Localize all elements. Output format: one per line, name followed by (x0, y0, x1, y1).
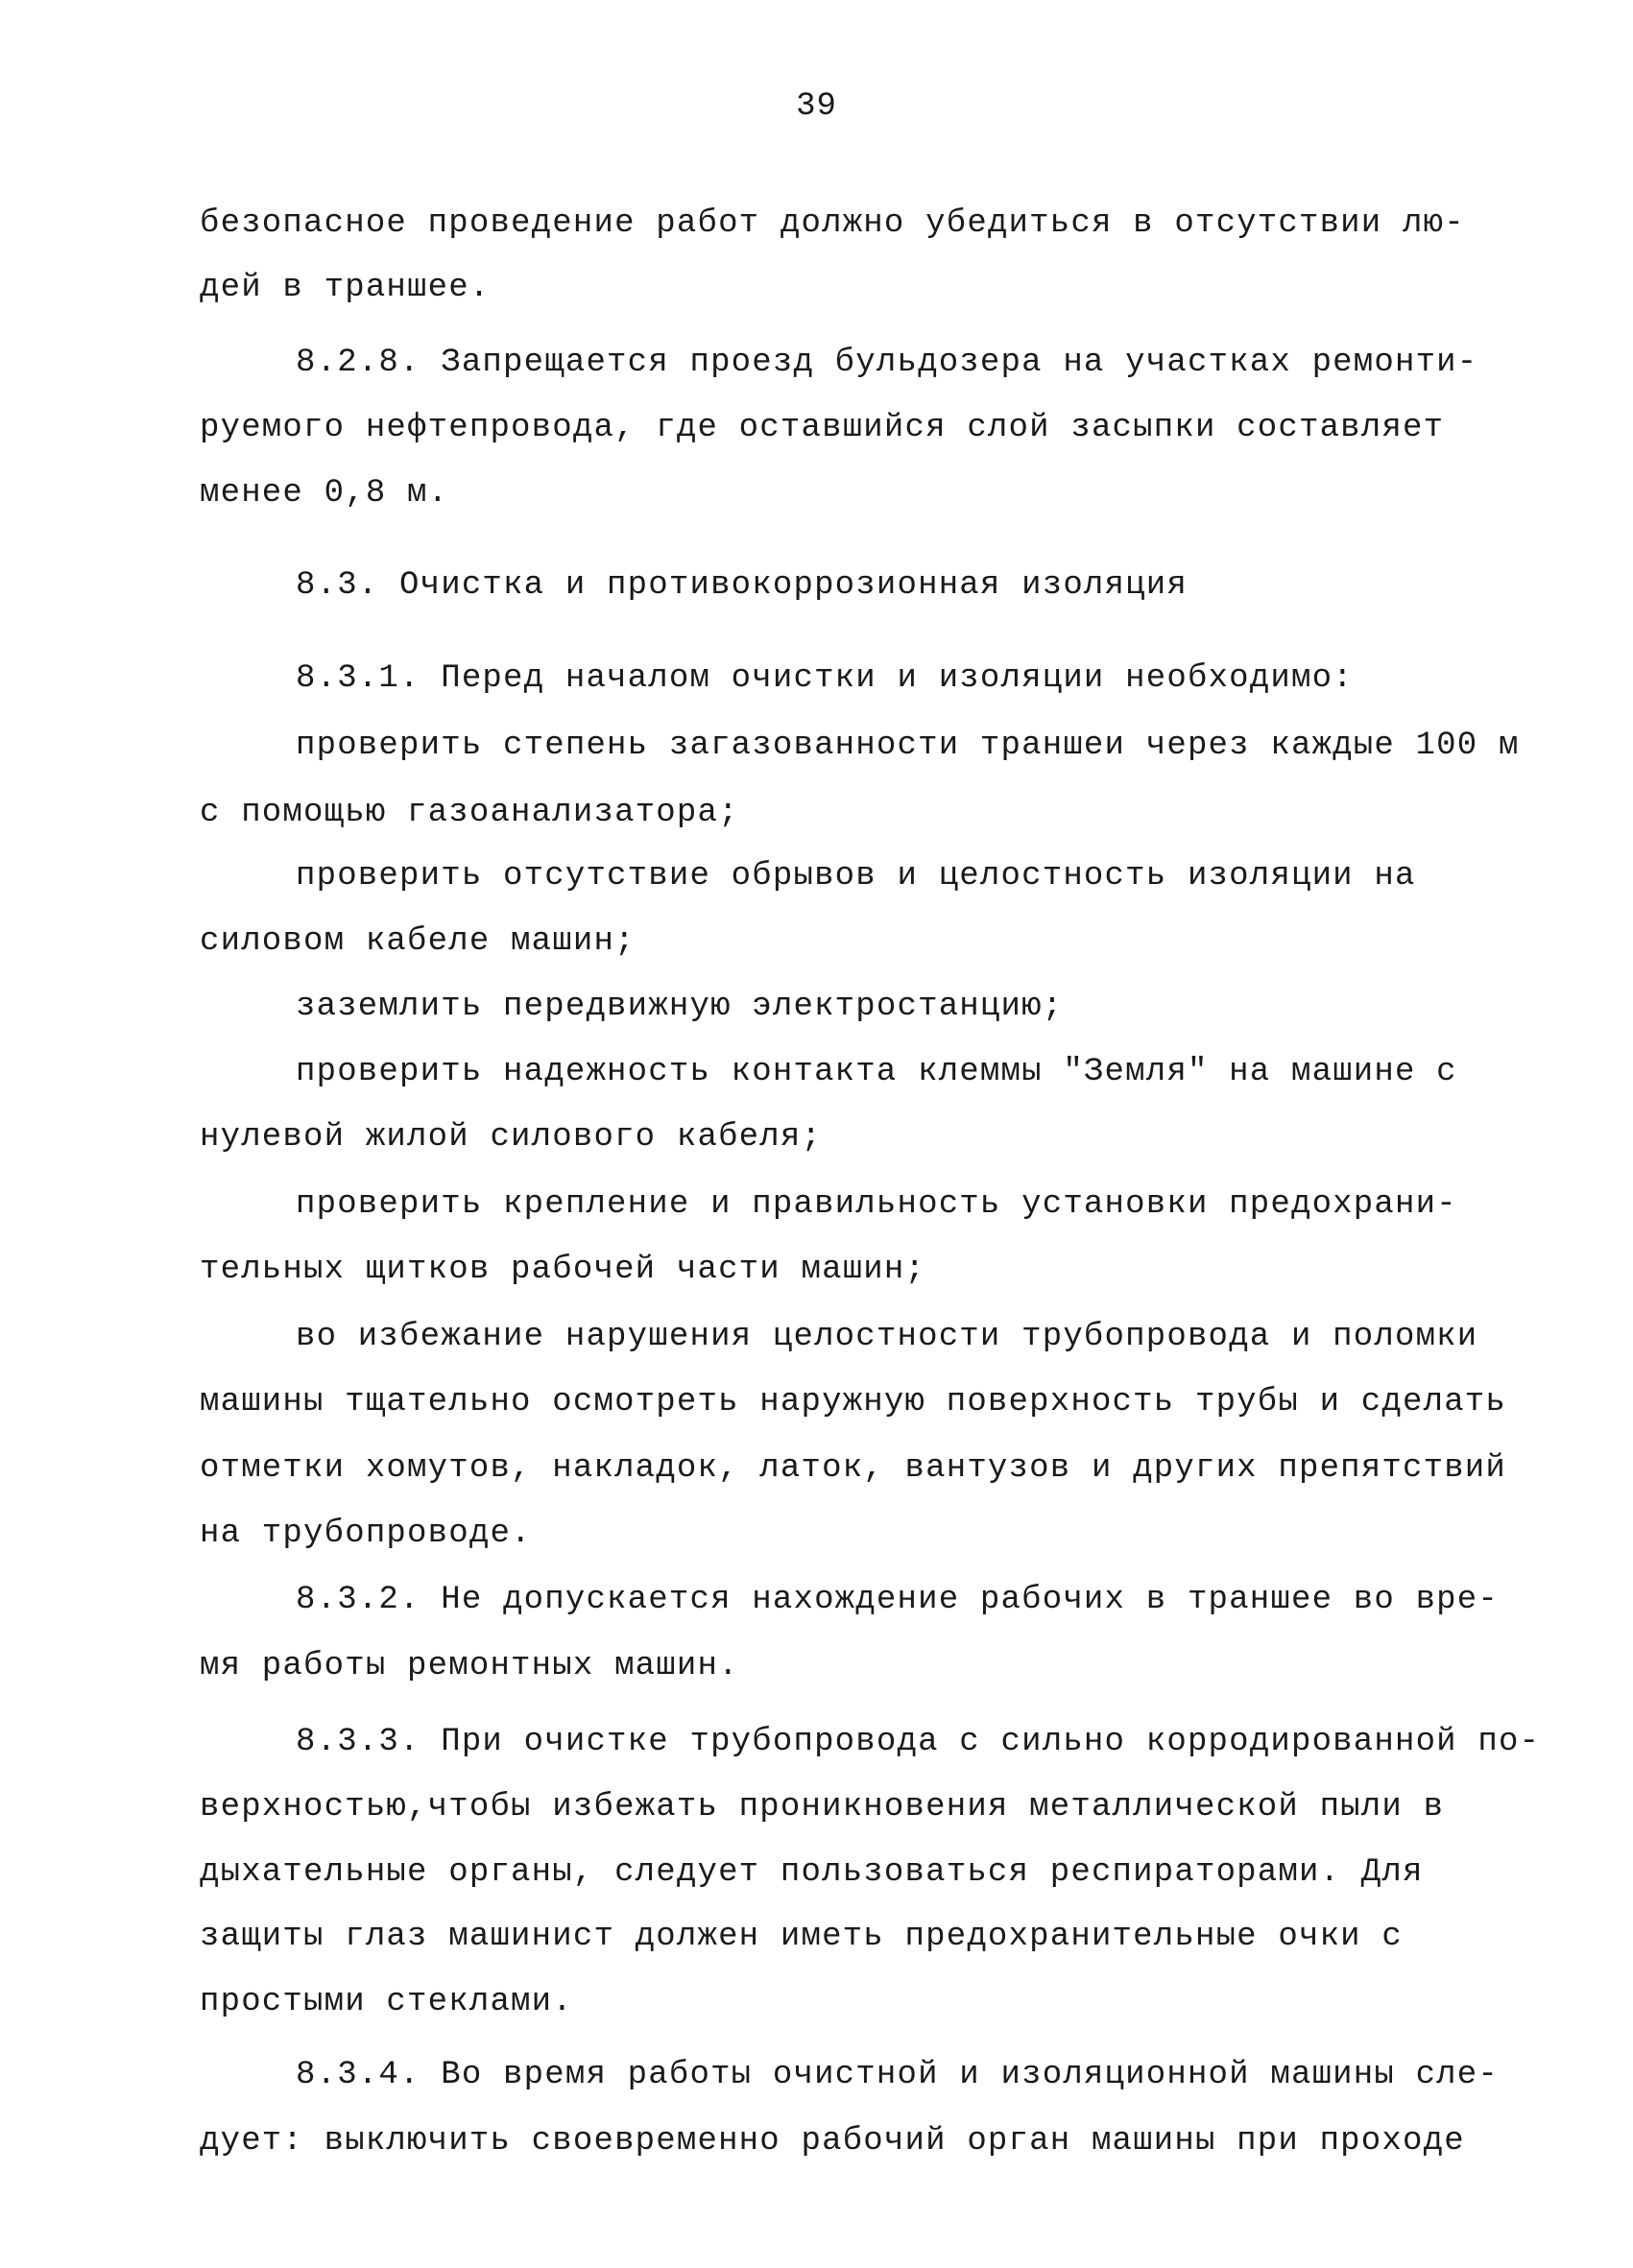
paragraph-8-3-1-line: 8.3.1. Перед началом очистки и изоляции необходимо: (296, 660, 1354, 697)
paragraph-8-3-4-line: 8.3.4. Во время работы очистной и изоляционной машины сле- (296, 2057, 1499, 2093)
text-line: дует: выключить своевременно рабочий орган машины при проходе (200, 2123, 1465, 2160)
text-line: машины тщательно осмотреть наружную поверхность трубы и сделать (200, 1384, 1507, 1420)
text-line: дыхательные органы, следует пользоваться респираторами. Для (200, 1854, 1424, 1891)
text-line: тельных щитков рабочей части машин; (200, 1252, 926, 1288)
text-line: простыми стеклами. (200, 1984, 573, 2020)
section-heading-8-3: 8.3. Очистка и противокоррозионная изоляция (296, 567, 1188, 604)
paragraph-8-3-3-line: 8.3.3. При очистке трубопровода с сильно корродированной по- (296, 1724, 1541, 1760)
page-number: 39 (796, 88, 837, 125)
text-line: мя работы ремонтных машин. (200, 1648, 739, 1684)
text-line: руемого нефтепровода, где оставшийся слой засыпки составляет (200, 410, 1445, 446)
paragraph-8-2-8-line: 8.2.8. Запрещается проезд бульдозера на участках ремонти- (296, 345, 1478, 381)
list-item-line: во избежание нарушения целостности трубопровода и поломки (296, 1319, 1478, 1355)
text-line: дей в траншее. (200, 270, 491, 306)
text-line: с помощью газоанализатора; (200, 795, 739, 831)
text-line: силовом кабеле машин; (200, 923, 636, 960)
text-line: менее 0,8 м. (200, 475, 449, 512)
text-line: на трубопроводе. (200, 1516, 532, 1552)
text-line: верхностью,чтобы избежать проникновения металлической пыли в (200, 1789, 1445, 1826)
paragraph-8-3-2-line: 8.3.2. Не допускается нахождение рабочих в траншее во вре- (296, 1582, 1499, 1618)
text-line: нулевой жилой силового кабеля; (200, 1119, 823, 1156)
list-item-line: проверить надежность контакта клеммы "Земля" на машине с (296, 1054, 1457, 1090)
text-line: защиты глаз машинист должен иметь предохранительные очки с (200, 1919, 1403, 1955)
list-item-line: проверить крепление и правильность установки предохрани- (296, 1186, 1457, 1223)
list-item-line: проверить степень загазованности траншеи через каждые 100 м (296, 728, 1520, 764)
text-line: отметки хомутов, накладок, латок, вантузов и других препятствий (200, 1450, 1507, 1487)
list-item-line: проверить отсутствие обрывов и целостность изоляции на (296, 858, 1416, 895)
text-line: безопасное проведение работ должно убедиться в отсутствии лю- (200, 205, 1465, 242)
list-item-line: заземлить передвижную электростанцию; (296, 989, 1064, 1025)
